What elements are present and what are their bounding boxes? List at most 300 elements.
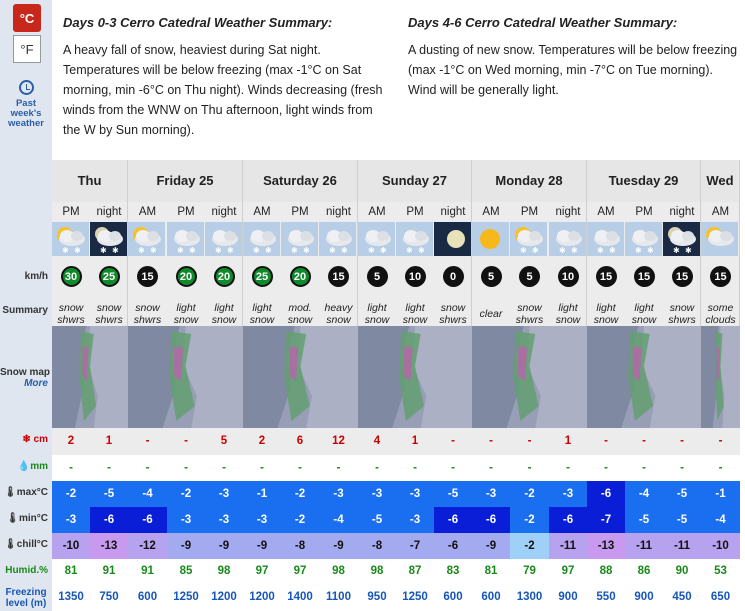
max-temp-cell: -1 (701, 481, 740, 507)
wind-speed-icon: 15 (634, 266, 655, 287)
condition-line-2: shwrs (95, 314, 123, 326)
weather-icon (281, 222, 319, 256)
snow-cm-cell: - (625, 428, 663, 455)
condition-summary (205, 300, 243, 328)
freezing-level-cell: 1300 (510, 583, 549, 611)
snow-map-more-link[interactable]: More (24, 378, 48, 389)
snow-map-row-label: Snow map (0, 367, 51, 378)
svg-text:✱: ✱ (520, 246, 527, 255)
wind-speed-icon: 20 (214, 266, 235, 287)
chill-temp-cell: -11 (625, 533, 663, 559)
condition-line-2: snow (402, 314, 428, 326)
period-label: night (440, 206, 466, 218)
condition-line-1: light (214, 302, 234, 314)
chill-temp-cell: -13 (90, 533, 128, 559)
forecast-table (52, 160, 745, 611)
snow-map-image[interactable] (52, 326, 128, 428)
max-temp-cell: -3 (319, 481, 358, 507)
weather-icon (472, 222, 510, 256)
rain-mm-cell: - (549, 455, 587, 481)
condition-line-1: light (558, 302, 578, 314)
condition-line-2: clouds (705, 314, 736, 326)
snow-cm-cell: 1 (549, 428, 587, 455)
min-temp-cell: -3 (52, 507, 90, 533)
period-label: night (669, 206, 695, 218)
rain-mm-cell: - (128, 455, 167, 481)
max-temp-cell: -5 (663, 481, 701, 507)
period-label: AM (711, 206, 730, 218)
period-label: PM (520, 206, 539, 218)
rain-mm-cell: - (625, 455, 663, 481)
humidity-row-label: Humid.% (5, 565, 48, 576)
wind-speed-icon: 15 (328, 266, 349, 287)
humidity-cell: 87 (396, 559, 434, 583)
snow-cm-cell: - (434, 428, 472, 455)
period-label: night (211, 206, 237, 218)
svg-text:✱: ✱ (341, 246, 348, 255)
rain-mm-cell: - (243, 455, 281, 481)
max-temp-cell: -1 (243, 481, 281, 507)
snow-cm-cell: - (472, 428, 510, 455)
svg-text:✱: ✱ (532, 246, 539, 255)
condition-line-1: light (405, 302, 425, 314)
period-label: AM (138, 206, 157, 218)
condition-line-1: snow (517, 302, 542, 314)
chill-temp-cell: -6 (434, 533, 472, 559)
condition-line-1: light (367, 302, 387, 314)
condition-line-2: shwrs (668, 314, 696, 326)
max-temp-cell: -3 (358, 481, 396, 507)
condition-line-2: shwrs (133, 314, 162, 326)
condition-line-1: light (252, 302, 272, 314)
rain-mm-cell: - (510, 455, 549, 481)
summary-title-days-4-6: Days 4-6 Cerro Catedral Weather Summary: (408, 15, 678, 30)
max-temp-cell: -3 (396, 481, 434, 507)
min-temp-cell: -6 (90, 507, 128, 533)
min-temp-cell: -4 (319, 507, 358, 533)
chill-temp-cell: -9 (167, 533, 205, 559)
period-label: PM (635, 206, 653, 218)
day-header: Saturday 26 (243, 160, 358, 202)
freezing-level-cell: 650 (701, 583, 740, 611)
wind-speed-icon: 0 (443, 266, 464, 287)
humidity-cell: 97 (243, 559, 281, 583)
condition-line-2: snow (249, 314, 275, 326)
condition-summary (510, 300, 549, 328)
freezing-level-cell: 900 (549, 583, 587, 611)
summary-text-days-0-3: A heavy fall of snow, heaviest during Sat night. Temperatures will be below freezing (max -1°C on Sat morning, min -6°C on Thu night). Winds decreasing (fresh winds from the WNW on Thu afternoon, light winds from the W by Sun morning). (63, 43, 383, 137)
max-temp-cell: -3 (205, 481, 243, 507)
wind-speed-icon: 15 (596, 266, 617, 287)
chill-temp-cell: -11 (549, 533, 587, 559)
svg-text:✱: ✱ (177, 246, 184, 255)
max-temp-cell: -5 (434, 481, 472, 507)
condition-line-2: snow (631, 314, 657, 326)
svg-text:✱: ✱ (418, 246, 425, 255)
snowflake-icon: ❄ (22, 434, 34, 445)
wind-speed-icon: 10 (405, 266, 426, 287)
condition-line-1: light (176, 302, 196, 314)
svg-text:✱: ✱ (571, 246, 578, 255)
max-temp-row-label: 🌡max°C (4, 487, 48, 498)
svg-text:✱: ✱ (138, 246, 145, 255)
rain-mm-cell: - (319, 455, 358, 481)
humidity-cell: 83 (434, 559, 472, 583)
freezing-row-label: Freezing level (m) (5, 587, 47, 609)
chill-temp-cell: -12 (128, 533, 167, 559)
snow-map-image[interactable] (701, 326, 740, 428)
humidity-cell: 97 (281, 559, 319, 583)
condition-summary (549, 300, 587, 328)
condition-summary (396, 300, 434, 328)
weather-icon (90, 222, 128, 256)
snow-cm-cell: - (510, 428, 549, 455)
snow-cm-cell: 4 (358, 428, 396, 455)
freezing-level-cell: 550 (587, 583, 625, 611)
freezing-level-cell: 600 (472, 583, 510, 611)
condition-summary (128, 300, 167, 328)
summary-row-label: Summary (2, 305, 48, 316)
svg-text:✱: ✱ (635, 246, 642, 255)
freezing-level-cell: 950 (358, 583, 396, 611)
weather-icon (434, 222, 472, 256)
raindrop-icon: 💧 (17, 461, 31, 472)
chill-temp-cell: -8 (358, 533, 396, 559)
svg-text:✱: ✱ (62, 246, 69, 255)
summary-title-days-0-3: Days 0-3 Cerro Catedral Weather Summary: (63, 15, 333, 30)
snow-map-image[interactable] (243, 326, 358, 428)
wind-speed-icon: 30 (61, 266, 82, 287)
min-temp-cell: -6 (472, 507, 510, 533)
wind-speed-icon: 20 (290, 266, 311, 287)
condition-line-2: snow (211, 314, 237, 326)
snow-cm-cell: - (701, 428, 740, 455)
snow-cm-cell: 6 (281, 428, 319, 455)
humidity-cell: 86 (625, 559, 663, 583)
svg-text:✱: ✱ (150, 246, 157, 255)
snow-cm-cell: 2 (52, 428, 90, 455)
svg-text:✱: ✱ (112, 246, 119, 255)
snow-cm-cell: - (663, 428, 701, 455)
period-label: AM (597, 206, 615, 218)
svg-text:✱: ✱ (380, 246, 387, 255)
condition-line-1: snow (96, 302, 122, 314)
freezing-level-cell: 1350 (52, 583, 90, 611)
snow-map-image[interactable] (587, 326, 701, 428)
condition-line-2: shwrs (439, 314, 467, 326)
freezing-level-cell: 1200 (243, 583, 281, 611)
min-temp-cell: -2 (281, 507, 319, 533)
min-temp-cell: -3 (167, 507, 205, 533)
fahrenheit-button[interactable]: °F (13, 35, 41, 63)
humidity-cell: 53 (701, 559, 740, 583)
min-temp-cell: -2 (510, 507, 549, 533)
period-label: PM (177, 206, 195, 218)
wind-row-label: km/h (24, 271, 48, 282)
chill-row-label: 🌡chill°C (4, 539, 48, 550)
rain-mm-cell: - (472, 455, 510, 481)
svg-text:✱: ✱ (227, 246, 234, 255)
chill-temp-cell: -11 (663, 533, 701, 559)
wind-speed-icon: 5 (367, 266, 388, 287)
condition-line-2: snow (555, 314, 581, 326)
rain-mm-cell: - (205, 455, 243, 481)
max-temp-cell: -4 (128, 481, 167, 507)
min-temp-cell: -3 (396, 507, 434, 533)
period-label: AM (482, 206, 500, 218)
svg-text:✱: ✱ (673, 246, 680, 255)
max-temp-cell: -6 (587, 481, 625, 507)
condition-line-2: snow (364, 314, 390, 326)
weather-icon (358, 222, 396, 256)
thermometer-icon: 🌡 (4, 539, 17, 550)
freezing-level-cell: 450 (663, 583, 701, 611)
freezing-level-cell: 600 (434, 583, 472, 611)
weather-icon (663, 222, 701, 256)
max-temp-cell: -4 (625, 481, 663, 507)
day-header: Tuesday 29 (587, 160, 701, 202)
forecast-summary (52, 0, 745, 160)
condition-line-2: shwrs (515, 314, 544, 326)
day-header: Sunday 27 (358, 160, 472, 202)
humidity-cell: 98 (319, 559, 358, 583)
condition-summary (663, 300, 701, 328)
rain-mm-cell: - (701, 455, 740, 481)
day-header: Thu (52, 160, 128, 202)
humidity-cell: 91 (90, 559, 128, 583)
wind-speed-icon: 5 (519, 266, 540, 287)
min-temp-cell: -5 (358, 507, 396, 533)
max-temp-cell: -2 (167, 481, 205, 507)
weather-icon (625, 222, 663, 256)
wind-speed-icon: 5 (481, 266, 502, 287)
humidity-cell: 91 (128, 559, 167, 583)
day-header: Friday 25 (128, 160, 243, 202)
min-temp-cell: -4 (701, 507, 740, 533)
snow-row-label: ❄ cm (22, 434, 48, 445)
humidity-cell: 81 (472, 559, 510, 583)
condition-line-1: snow (440, 302, 466, 314)
snow-map-image[interactable] (358, 326, 472, 428)
humidity-cell: 90 (663, 559, 701, 583)
max-temp-cell: -2 (510, 481, 549, 507)
weather-icon (396, 222, 434, 256)
weather-icon (52, 222, 90, 256)
wind-speed-icon: 20 (176, 266, 197, 287)
day-header: Monday 28 (472, 160, 587, 202)
svg-text:✱: ✱ (559, 246, 566, 255)
freezing-level-cell: 750 (90, 583, 128, 611)
svg-text:✱: ✱ (406, 246, 413, 255)
thermometer-icon: 🌡 (4, 487, 17, 498)
condition-summary (701, 300, 740, 328)
day-header: Wed (701, 160, 740, 202)
period-label: night (96, 206, 122, 218)
svg-text:✱: ✱ (265, 246, 272, 255)
snow-cm-cell: 1 (90, 428, 128, 455)
svg-text:✱: ✱ (685, 246, 692, 255)
rain-mm-cell: - (281, 455, 319, 481)
freezing-level-cell: 900 (625, 583, 663, 611)
svg-text:✱: ✱ (253, 246, 260, 255)
min-temp-cell: -5 (663, 507, 701, 533)
chill-temp-cell: -7 (396, 533, 434, 559)
chill-temp-cell: -9 (205, 533, 243, 559)
rain-row-label: 💧mm (17, 461, 48, 472)
humidity-cell: 88 (587, 559, 625, 583)
min-temp-row-label: 🌡min°C (6, 513, 48, 524)
min-temp-cell: -3 (243, 507, 281, 533)
condition-summary (281, 300, 319, 328)
condition-summary (243, 300, 281, 328)
condition-line-2: snow (326, 314, 351, 326)
min-temp-cell: -6 (128, 507, 167, 533)
wind-speed-icon: 15 (710, 266, 731, 287)
humidity-cell: 98 (205, 559, 243, 583)
rain-mm-cell: - (587, 455, 625, 481)
period-label: night (555, 206, 581, 218)
period-label: AM (368, 206, 386, 218)
wind-speed-icon: 15 (137, 266, 158, 287)
condition-line-2: snow (287, 314, 313, 326)
condition-line-2: snow (173, 314, 199, 326)
freezing-level-cell: 1400 (281, 583, 319, 611)
rain-mm-cell: - (90, 455, 128, 481)
condition-line-1: snow (58, 302, 84, 314)
max-temp-cell: -3 (549, 481, 587, 507)
wind-speed-icon: 15 (672, 266, 693, 287)
chill-temp-cell: -13 (587, 533, 625, 559)
max-temp-cell: -2 (52, 481, 90, 507)
chill-temp-cell: -10 (701, 533, 740, 559)
min-temp-cell: -6 (434, 507, 472, 533)
chill-temp-cell: -2 (510, 533, 549, 559)
freezing-level-cell: 1200 (205, 583, 243, 611)
period-label: PM (406, 206, 424, 218)
humidity-cell: 85 (167, 559, 205, 583)
rain-mm-cell: - (663, 455, 701, 481)
condition-summary (167, 300, 205, 328)
weather-icon (243, 222, 281, 256)
freezing-level-cell: 1100 (319, 583, 358, 611)
condition-summary (625, 300, 663, 328)
weather-icon (319, 222, 358, 256)
chill-temp-cell: -9 (243, 533, 281, 559)
condition-line-1: mod. (288, 302, 312, 314)
svg-text:✱: ✱ (291, 246, 298, 255)
condition-line-1: light (634, 302, 654, 314)
wind-speed-icon: 25 (99, 266, 120, 287)
weather-icon (205, 222, 243, 256)
condition-line-1: snow (669, 302, 695, 314)
rain-mm-cell: - (396, 455, 434, 481)
svg-text:✱: ✱ (189, 246, 196, 255)
condition-line-1: some (707, 302, 734, 314)
humidity-cell: 98 (358, 559, 396, 583)
wind-speed-icon: 10 (558, 266, 579, 287)
rain-mm-cell: - (167, 455, 205, 481)
freezing-level-cell: 600 (128, 583, 167, 611)
condition-summary (52, 300, 90, 328)
condition-line-1: clear (479, 308, 503, 320)
weather-icon (587, 222, 625, 256)
condition-line-2: shwrs (57, 314, 85, 326)
condition-line-1: snow (135, 302, 160, 314)
weather-icon (549, 222, 587, 256)
svg-text:✱: ✱ (215, 246, 222, 255)
max-temp-cell: -2 (281, 481, 319, 507)
period-label: night (326, 206, 351, 218)
condition-summary (358, 300, 396, 328)
condition-summary (434, 300, 472, 328)
freezing-level-cell: 1250 (396, 583, 434, 611)
svg-text:✱: ✱ (74, 246, 81, 255)
svg-text:✱: ✱ (597, 246, 604, 255)
snow-map-image[interactable] (472, 326, 587, 428)
condition-line-1: light (596, 302, 616, 314)
freezing-level-cell: 1250 (167, 583, 205, 611)
snow-cm-cell: - (587, 428, 625, 455)
period-label: AM (253, 206, 271, 218)
thermometer-icon: 🌡 (6, 513, 19, 524)
condition-summary (319, 300, 358, 328)
past-weather-label: Past week's weather (8, 98, 44, 129)
snow-cm-cell: - (128, 428, 167, 455)
period-label: PM (291, 206, 309, 218)
period-label: PM (62, 206, 80, 218)
chill-temp-cell: -10 (52, 533, 90, 559)
min-temp-cell: -6 (549, 507, 587, 533)
humidity-cell: 97 (549, 559, 587, 583)
min-temp-cell: -7 (587, 507, 625, 533)
rain-mm-cell: - (52, 455, 90, 481)
summary-text-days-4-6: A dusting of new snow. Temperatures will be below freezing (max -1°C on Wed morning, min -7°C on Tue morning). Wind will be generally light. (408, 43, 738, 97)
condition-summary (472, 300, 510, 328)
chill-temp-cell: -9 (319, 533, 358, 559)
svg-text:✱: ✱ (647, 246, 654, 255)
min-temp-cell: -3 (205, 507, 243, 533)
snow-cm-cell: 12 (319, 428, 358, 455)
past-weather-link[interactable] (2, 80, 50, 129)
condition-summary (90, 300, 128, 328)
svg-text:✱: ✱ (368, 246, 375, 255)
weather-icon (167, 222, 205, 256)
svg-text:✱: ✱ (329, 246, 336, 255)
svg-text:✱: ✱ (609, 246, 616, 255)
snow-cm-cell: 5 (205, 428, 243, 455)
rain-mm-cell: - (434, 455, 472, 481)
svg-text:✱: ✱ (100, 246, 107, 255)
weather-icon (510, 222, 549, 256)
rain-mm-cell: - (358, 455, 396, 481)
snow-map-image[interactable] (128, 326, 243, 428)
celsius-button[interactable]: °C (13, 4, 41, 32)
wind-speed-icon: 25 (252, 266, 273, 287)
humidity-cell: 81 (52, 559, 90, 583)
chill-temp-cell: -9 (472, 533, 510, 559)
chill-temp-cell: -8 (281, 533, 319, 559)
condition-line-1: heavy (324, 302, 353, 314)
svg-text:✱: ✱ (303, 246, 310, 255)
weather-icon (701, 222, 740, 256)
clock-icon (19, 80, 34, 95)
max-temp-cell: -3 (472, 481, 510, 507)
min-temp-cell: -5 (625, 507, 663, 533)
snow-cm-cell: 2 (243, 428, 281, 455)
weather-icon (128, 222, 167, 256)
condition-line-2: snow (593, 314, 619, 326)
condition-summary (587, 300, 625, 328)
